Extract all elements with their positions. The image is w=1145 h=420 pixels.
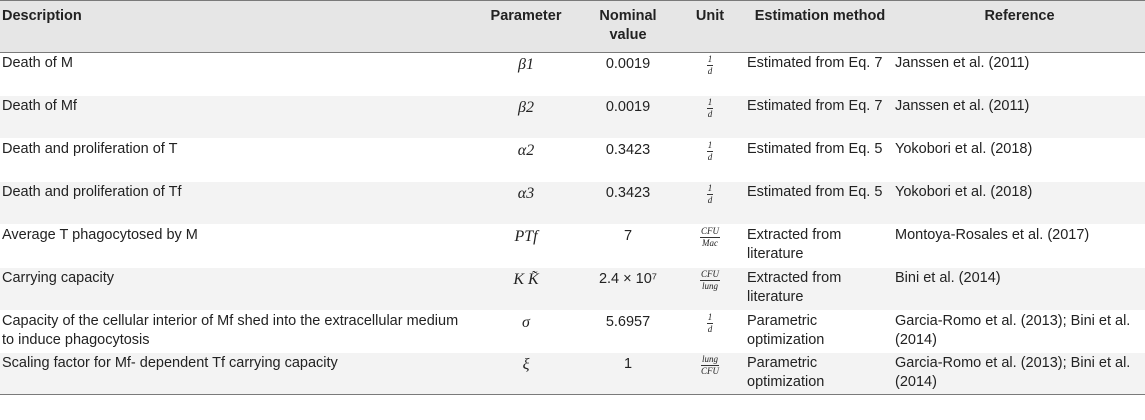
cell-parameter bbox=[470, 182, 582, 225]
cell-parameter bbox=[470, 268, 582, 311]
cell-nominal-value: 0.3423 bbox=[605, 142, 651, 158]
header-parameter: Parameter bbox=[490, 8, 562, 24]
cell-nominal-value: 0.3423 bbox=[605, 185, 651, 201]
table-row bbox=[0, 182, 1145, 225]
parameter-symbol: β2 bbox=[518, 99, 534, 116]
table-row bbox=[0, 139, 1145, 182]
header-reference: Reference bbox=[984, 8, 1055, 24]
cell-unit bbox=[674, 53, 746, 96]
unit-denominator: lung bbox=[701, 281, 718, 291]
unit-denominator: d bbox=[707, 195, 713, 205]
header-description: Description bbox=[2, 8, 82, 24]
unit-denominator: Mac bbox=[702, 238, 718, 248]
cell-unit bbox=[674, 96, 746, 139]
unit-fraction bbox=[707, 55, 714, 76]
unit-denominator: d bbox=[707, 324, 713, 334]
cell-description: Scaling factor for Mf- dependent Tf carrying capacity bbox=[2, 355, 338, 371]
cell-unit bbox=[674, 353, 746, 395]
unit-fraction bbox=[700, 227, 720, 248]
unit-numerator: 1 bbox=[707, 54, 713, 64]
cell-unit bbox=[674, 225, 746, 268]
cell-description: Carrying capacity bbox=[2, 270, 115, 286]
header-unit: Unit bbox=[695, 8, 725, 24]
cell-reference: Montoya-Rosales et al. (2017) bbox=[895, 227, 1090, 243]
unit-fraction bbox=[700, 355, 720, 376]
cell-reference: Yokobori et al. (2018) bbox=[895, 184, 1033, 200]
cell-unit bbox=[674, 311, 746, 353]
unit-numerator: 1 bbox=[707, 140, 713, 150]
cell-estimation-method: Estimated from Eq. 5 bbox=[747, 141, 883, 157]
cell-description: Death and proliferation of T bbox=[2, 141, 178, 157]
cell-reference: Garcia-Romo et al. (2013); Bini et al. (2014) bbox=[895, 313, 1131, 348]
parameter-symbol: K K̃ bbox=[513, 271, 539, 288]
cell-description: Average T phagocytosed by M bbox=[2, 227, 198, 243]
parameter-symbol: σ bbox=[522, 314, 530, 331]
cell-reference: Yokobori et al. (2018) bbox=[895, 141, 1033, 157]
unit-fraction bbox=[707, 141, 714, 162]
unit-denominator: d bbox=[707, 66, 713, 76]
unit-denominator: d bbox=[707, 152, 713, 162]
parameter-symbol: α2 bbox=[517, 142, 535, 159]
cell-parameter bbox=[470, 311, 582, 353]
table-row bbox=[0, 53, 1145, 96]
cell-estimation-method: Extracted from literature bbox=[747, 270, 842, 305]
cell-reference: Janssen et al. (2011) bbox=[895, 98, 1030, 114]
cell-parameter bbox=[470, 53, 582, 96]
header-nominal-value: Nominal value bbox=[599, 8, 657, 43]
unit-fraction bbox=[700, 270, 720, 291]
cell-estimation-method: Extracted from literature bbox=[747, 227, 842, 262]
parameter-symbol: β1 bbox=[518, 56, 534, 73]
cell-estimation-method: Estimated from Eq. 5 bbox=[747, 184, 883, 200]
unit-fraction bbox=[707, 313, 714, 334]
cell-nominal-value: 0.0019 bbox=[605, 56, 651, 72]
cell-nominal-value: 5.6957 bbox=[605, 314, 651, 330]
unit-numerator: 1 bbox=[707, 183, 713, 193]
cell-reference: Janssen et al. (2011) bbox=[895, 55, 1030, 71]
cell-description: Death of M bbox=[2, 55, 73, 71]
unit-numerator: CFU bbox=[701, 226, 719, 236]
unit-fraction bbox=[707, 98, 714, 119]
cell-unit bbox=[674, 182, 746, 225]
parameter-symbol: ξ bbox=[522, 356, 530, 373]
unit-numerator: 1 bbox=[707, 97, 713, 107]
cell-parameter bbox=[470, 225, 582, 268]
cell-nominal-value: 2.4 × 10⁷ bbox=[598, 271, 658, 287]
cell-estimation-method: Parametric optimization bbox=[747, 355, 825, 390]
unit-numerator: 1 bbox=[707, 312, 713, 322]
cell-estimation-method: Estimated from Eq. 7 bbox=[747, 98, 883, 114]
unit-denominator: d bbox=[707, 109, 713, 119]
unit-fraction bbox=[707, 184, 714, 205]
cell-description: Death of Mf bbox=[2, 98, 77, 114]
unit-numerator: CFU bbox=[701, 269, 719, 279]
cell-reference: Bini et al. (2014) bbox=[895, 270, 1001, 286]
cell-description: Capacity of the cellular interior of Mf shed into the extracellular medium to induce phagocytosis bbox=[2, 313, 459, 348]
cell-unit bbox=[674, 139, 746, 182]
cell-nominal-value: 0.0019 bbox=[605, 99, 651, 115]
unit-denominator: CFU bbox=[701, 366, 719, 376]
table-row bbox=[0, 311, 1145, 353]
cell-estimation-method: Estimated from Eq. 7 bbox=[747, 55, 883, 71]
cell-nominal-value: 7 bbox=[623, 228, 633, 244]
cell-estimation-method: Parametric optimization bbox=[747, 313, 825, 348]
table-row bbox=[0, 353, 1145, 395]
unit-numerator: lung bbox=[701, 354, 718, 364]
cell-reference: Garcia-Romo et al. (2013); Bini et al. (2014) bbox=[895, 355, 1131, 390]
cell-parameter bbox=[470, 353, 582, 395]
parameter-symbol: PTf bbox=[514, 228, 538, 245]
cell-description: Death and proliferation of Tf bbox=[2, 184, 182, 200]
cell-unit bbox=[674, 268, 746, 311]
cell-parameter bbox=[470, 139, 582, 182]
parameter-symbol: α3 bbox=[517, 185, 535, 202]
table-row bbox=[0, 96, 1145, 139]
header-estimation-method: Estimation method bbox=[754, 8, 886, 24]
cell-nominal-value: 1 bbox=[623, 356, 633, 372]
cell-parameter bbox=[470, 96, 582, 139]
table-row bbox=[0, 225, 1145, 268]
table-row bbox=[0, 268, 1145, 311]
table-header-row bbox=[0, 1, 1145, 53]
